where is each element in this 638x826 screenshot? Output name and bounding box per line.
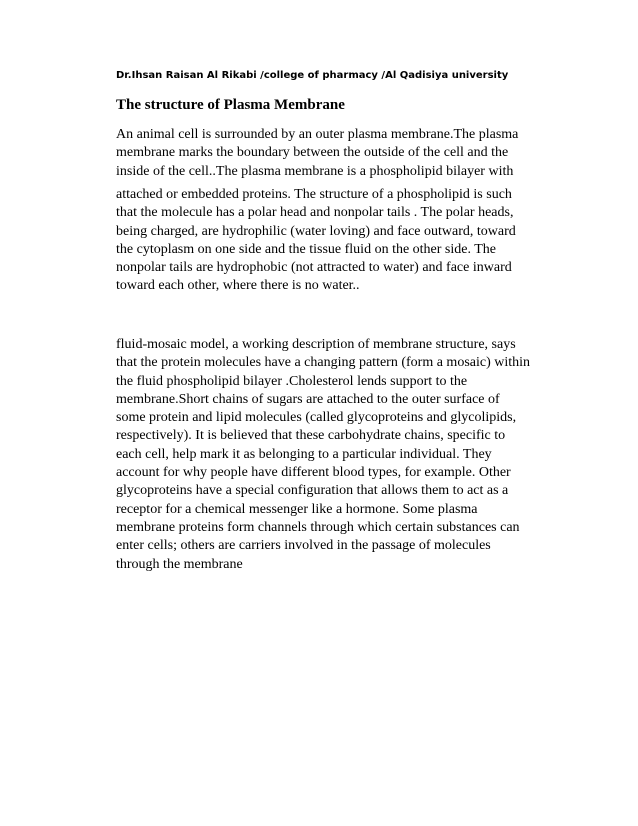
paragraph-line: An animal cell is surrounded by an outer plasma membrane.The plasma [116, 127, 519, 142]
paragraph-line: account for why people have different blood types, for example. Other [116, 465, 511, 481]
paragraph-line: fluid-mosaic model, a working description of membrane structure, says [116, 337, 516, 352]
paragraph-line: attached or embedded proteins. The structure of a phospholipid is such [116, 187, 512, 202]
paragraph-line: glycoproteins have a special configuration that allows them to act as a [116, 483, 509, 499]
paragraph-line: membrane.Short chains of sugars are attached to the outer surface of [116, 391, 500, 407]
author-header: Dr.Ihsan Raisan Al Rikabi /college of pharmacy /Al Qadisiya university [116, 70, 509, 81]
paragraph-line: enter cells; others are carriers involved in the passage of molecules [116, 538, 491, 554]
paragraph-line: toward each other, where there is no water.. [116, 278, 360, 294]
paragraph-fluid-mosaic [116, 336, 536, 574]
paragraph-line: through the membrane [116, 556, 243, 572]
paragraph-phospholipid [116, 186, 536, 296]
paragraph-line: that the protein molecules have a changing pattern (form a mosaic) within [116, 355, 531, 371]
paragraph-line: each cell, help mark it as belonging to a particular individual. They [116, 446, 492, 462]
paragraph-line: respectively). It is believed that these carbohydrate chains, specific to [116, 428, 506, 444]
paragraph-line: the fluid phospholipid bilayer .Cholesterol lends support to the [116, 373, 468, 389]
paragraph-line: membrane marks the boundary between the outside of the cell and the [116, 145, 509, 161]
paragraph-line: receptor for a chemical messenger like a hormone. Some plasma [116, 501, 478, 517]
paragraph-intro [116, 126, 536, 181]
page-title: The structure of Plasma Membrane [116, 97, 345, 113]
paragraph-line: membrane proteins form channels through which certain substances can [116, 519, 520, 535]
paragraph-line: that the molecule has a polar head and nonpolar tails . The polar heads, [116, 205, 514, 221]
paragraph-line: being charged, are hydrophilic (water loving) and face outward, toward [116, 223, 516, 239]
paragraph-line: inside of the cell..The plasma membrane is a phospholipid bilayer with [116, 163, 514, 179]
paragraph-line: the cytoplasm on one side and the tissue fluid on the other side. The [116, 241, 496, 257]
paragraph-line: nonpolar tails are hydrophobic (not attracted to water) and face inward [116, 260, 512, 276]
paragraph-line: some protein and lipid molecules (called glycoproteins and glycolipids, [116, 410, 517, 426]
